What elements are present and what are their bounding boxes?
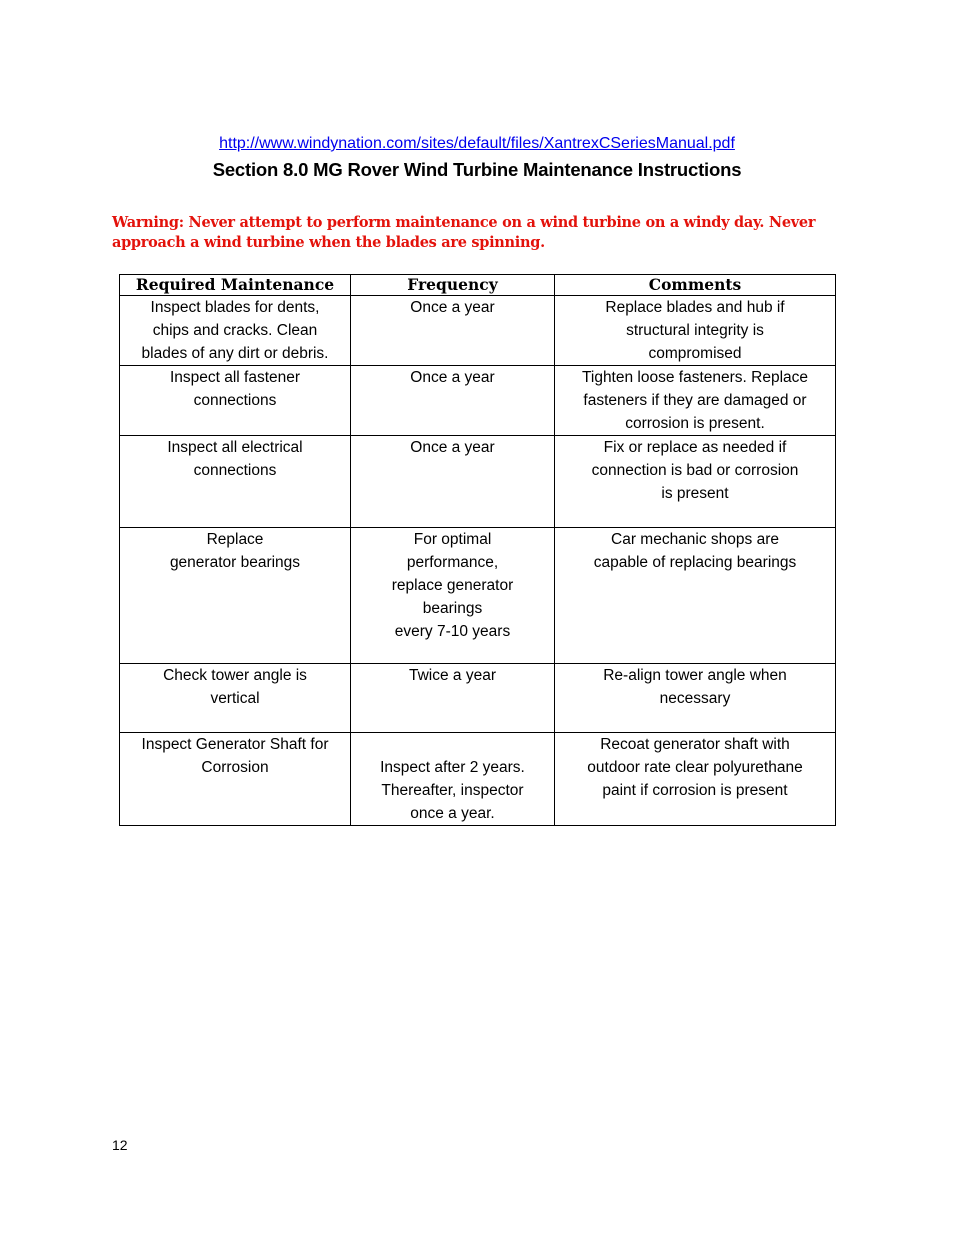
- cell-line: Car mechanic shops are: [611, 531, 779, 548]
- maintenance-cell: [120, 436, 351, 528]
- header-required-maintenance: Required Maintenance: [120, 275, 351, 296]
- table-row: [120, 664, 836, 733]
- table-row: [120, 296, 836, 366]
- cell-line: is present: [661, 485, 729, 502]
- cell-line: once a year.: [410, 805, 495, 822]
- cell-line: Check tower angle is: [163, 667, 307, 684]
- cell-line: Inspect Generator Shaft for: [141, 736, 329, 753]
- frequency-cell: [351, 528, 555, 664]
- manual-link[interactable]: http://www.windynation.com/sites/default/files/XantrexCSeriesManual.pdf: [219, 135, 735, 152]
- maintenance-cell: [120, 528, 351, 664]
- cell-line: Corrosion: [201, 759, 269, 776]
- frequency-cell: [351, 664, 555, 733]
- cell-line: Re-align tower angle when: [603, 667, 787, 684]
- table-row: [120, 436, 836, 528]
- comments-cell: [555, 296, 836, 366]
- cell-line: Replace blades and hub if: [605, 299, 785, 316]
- cell-line: structural integrity is: [626, 322, 764, 339]
- maintenance-cell: [120, 296, 351, 366]
- cell-line: Inspect blades for dents,: [150, 299, 320, 316]
- table-row: [120, 366, 836, 436]
- comments-cell: [555, 733, 836, 826]
- cell-line: paint if corrosion is present: [602, 782, 788, 799]
- cell-line: generator bearings: [169, 554, 301, 571]
- cell-line: blades of any dirt or debris.: [141, 345, 329, 362]
- header-comments: Comments: [555, 275, 836, 296]
- cell-line: connections: [193, 392, 277, 409]
- frequency-cell: [351, 436, 555, 528]
- cell-line: Inspect after 2 years.: [380, 759, 525, 776]
- warning-text: Warning: Never attempt to perform maintenance on a wind turbine on a windy day. Never approach a wind turbine when the blades are spinning.: [112, 214, 816, 251]
- cell-line: corrosion is present.: [625, 415, 765, 432]
- comments-cell: [555, 664, 836, 733]
- cell-line: fasteners if they are damaged or: [583, 392, 807, 409]
- cell-line: chips and cracks. Clean: [152, 322, 318, 339]
- cell-line: Thereafter, inspector: [381, 782, 524, 799]
- cell-line: Twice a year: [408, 667, 496, 684]
- cell-line: performance,: [406, 554, 499, 571]
- maintenance-table: [119, 274, 836, 826]
- frequency-cell: [351, 366, 555, 436]
- header-frequency: Frequency: [351, 275, 555, 296]
- cell-line: Once a year: [410, 439, 495, 456]
- section-title: Section 8.0 MG Rover Wind Turbine Maintenance Instructions: [212, 159, 742, 180]
- cell-line: Inspect all electrical: [167, 439, 303, 456]
- maintenance-cell: [120, 733, 351, 826]
- cell-line: vertical: [210, 690, 260, 707]
- cell-line: Recoat generator shaft with: [600, 736, 790, 753]
- cell-line: Replace: [206, 531, 264, 548]
- cell-line: Tighten loose fasteners. Replace: [581, 369, 809, 386]
- cell-line: Fix or replace as needed if: [603, 439, 787, 456]
- cell-line: replace generator: [391, 577, 514, 594]
- table-row: [120, 528, 836, 664]
- cell-line: Inspect all fastener: [169, 369, 301, 386]
- cell-line: connection is bad or corrosion: [591, 462, 799, 479]
- page-number: 12: [112, 1137, 128, 1153]
- cell-line: [357, 733, 548, 756]
- maintenance-cell: [120, 366, 351, 436]
- cell-line: For optimal: [413, 531, 492, 548]
- cell-line: outdoor rate clear polyurethane: [587, 759, 803, 776]
- comments-cell: [555, 436, 836, 528]
- cell-line: connections: [193, 462, 277, 479]
- maintenance-cell: [120, 664, 351, 733]
- table-header-row: [120, 275, 836, 296]
- frequency-cell: [351, 296, 555, 366]
- cell-line: compromised: [648, 345, 742, 362]
- cell-line: every 7-10 years: [394, 623, 511, 640]
- cell-line: Once a year: [410, 299, 495, 316]
- table-row: [120, 733, 836, 826]
- cell-line: capable of replacing bearings: [593, 554, 797, 571]
- cell-line: Once a year: [410, 369, 495, 386]
- frequency-cell: [351, 733, 555, 826]
- comments-cell: [555, 528, 836, 664]
- cell-line: bearings: [422, 600, 483, 617]
- comments-cell: [555, 366, 836, 436]
- cell-line: necessary: [659, 690, 731, 707]
